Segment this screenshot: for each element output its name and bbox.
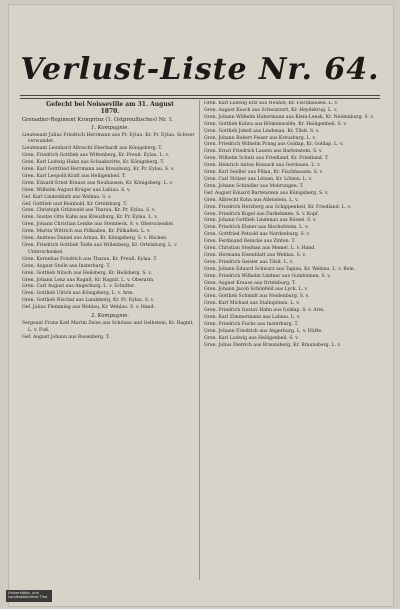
casualty-entry: Gren. Gottlieb Jokell aus Lindenau, Kr. Tilsit. S. v. bbox=[204, 128, 320, 134]
casualty-entry: Gren. Wilhelm Schulz aus Friedland, Kr. Friedland. T. bbox=[204, 156, 329, 162]
casualty-entry: Lieutenant Julius Friedrich Herrmann aus Pr. Eylau, Kr. Pr. Eylau. Schwer verwundet. bbox=[22, 132, 195, 145]
casualty-entry: Gren. Julius Dietrich aus Braunsberg, Kr. Braunsberg. L. v. bbox=[204, 342, 341, 348]
casualty-entry: Gren. Johann Gottlieb Lindenau aus Rössel. S. v. bbox=[204, 218, 317, 224]
casualty-entry: Gef. Karl Lindenblatt aus Wehlau. S. v. bbox=[22, 194, 112, 200]
casualty-entry: Gren. Friedrich Geisler aus Tilsit. L. v. bbox=[204, 259, 294, 265]
casualty-entry: Gren. Karl Ludwig aus Heiligenbeil. S. v. bbox=[204, 335, 299, 341]
casualty-entry: Gren. Karl Gottfried Herrmann aus Kreuzburg, Kr. Pr. Eylau. S. v. bbox=[22, 167, 175, 173]
casualty-entry: Gren. Friedrich Elsner aus Bischofstein. L. v. bbox=[204, 225, 309, 231]
casualty-entry: Gren. Karl Leopold Kraft aus Heiligenbeil. T. bbox=[22, 173, 126, 179]
casualty-entry: Gren. Johann Christian Lemke aus Steinbeck. S. v. Oberschenkel. bbox=[22, 222, 175, 228]
casualty-list-1 bbox=[22, 133, 198, 313]
casualty-entry: Gren. Christian Stephan aus Memel. L. v. Hand. bbox=[204, 246, 316, 252]
casualty-entry: Gren. Christoph Grünwald aus Tharau, Kr. Pr. Eylau. S. v. bbox=[22, 208, 156, 214]
casualty-entry: Gren. Gottlieb Nitsch aus Heilsberg, Kr. Heilsberg. S. v. bbox=[22, 270, 152, 276]
casualty-entry: Gren. Johann Eduard Schwarz aus Tapiau, Kr. Wehlau. L. v. Bein. bbox=[204, 266, 356, 272]
casualty-entry: Gren. Johann Robert Feiser aus Kreuzburg. L. v. bbox=[204, 135, 317, 141]
casualty-entry: Gren. Friedrich Herzberg aus Schippenbeil, Kr. Friedland. L. v. bbox=[204, 204, 352, 210]
casualty-list-continued bbox=[204, 101, 380, 350]
casualty-entry: Gren. Friedrich Wilhelm Prang aus Goldap, Kr. Goldap. L. v. bbox=[204, 142, 344, 148]
casualty-entry: Gren. Friedrich Wilhelm Lindner aus Gumbinnen. S. v. bbox=[204, 273, 331, 279]
regiment-heading: Grenadier-Regiment Kronprinz (1. Ostpreußisches) Nr. 1. bbox=[22, 117, 174, 123]
casualty-entry: Sergeant Franz Karl Martin Zeise aus Schönau und Gelbstein, Kr. Ragnit. L. v. Fuß. bbox=[22, 321, 194, 333]
column-divider bbox=[199, 100, 200, 580]
casualty-entry: Gren. Karl Seidler aus Pillau, Kr. Fischhausen. S. v. bbox=[204, 170, 324, 176]
casualty-entry: Gren. Carl August aus Angerburg. L. v. Schulter. bbox=[22, 284, 136, 290]
casualty-entry: Gren. August Stolle aus Insterburg. T. bbox=[22, 263, 111, 269]
casualty-entry: Gren. Martin Wittrich aus Pillkallen, Kr. Pillkallen. L. v. bbox=[22, 229, 151, 235]
casualty-entry: Gren. Gottlieb Ulrich aus Königsberg. L. v. Arm. bbox=[22, 291, 134, 297]
casualty-entry: Gef. August Eduard Bartenstein aus Königsberg. S. v. bbox=[204, 190, 329, 196]
company-heading-1: 1. Kompagnie. bbox=[91, 124, 129, 131]
casualty-entry: Gren. Gottfried Petzold aus Nordenburg. S. v. bbox=[204, 232, 311, 238]
casualty-entry: Gren. Eduard Ernst Krause aus Neuhausen, Kr. Königsberg. L. v. bbox=[22, 180, 173, 186]
casualty-entry: Gren. Friedrich Gottlieb Tolde aus Willenberg, Kr. Ortelsburg. L. v. Unterschenkel. bbox=[22, 243, 178, 255]
casualty-entry: Gren. Karl Ludwig Hahn aus Schaaksvitte, Kr. Königsberg. T. bbox=[22, 160, 165, 166]
casualty-entry: Gef. Gottlieb und Reinhold, Kr. Ortelsburg. T. bbox=[22, 201, 128, 207]
casualty-entry: Gren. August Kusch aus Schwarzort, Kr. Heydekrug. L. v. bbox=[204, 107, 338, 113]
title-rule-top bbox=[20, 95, 380, 96]
casualty-entry: Gren. Friedrich Gottlieb aus Wittenberg, Kr. Preuß. Eylau. L. v. bbox=[22, 153, 170, 159]
right-column bbox=[204, 101, 380, 579]
provenance-note: Universitäts- und Landesbibliothek Tirol bbox=[6, 590, 52, 602]
casualty-entry: Gren. Gottlieb Nischal aus Landsberg, Kr. Pr. Eylau. S. v. bbox=[22, 298, 155, 304]
casualty-entry: Gef. August Johann aus Rosenberg. T. bbox=[22, 334, 110, 340]
casualty-entry: Gren. Hermann Eisenblatt aus Wehlau. S. v. bbox=[204, 252, 307, 258]
casualty-entry: Gren. Kornelius Friedrich aus Tharau, Kr. Preuß. Eylau. T. bbox=[22, 256, 158, 262]
casualty-entry: Gren. Friedrich Gustav Hahn aus Goldap. S. v. Arm. bbox=[204, 308, 325, 314]
casualty-entry: Gren. Carl Stölzer aus Lötzen, Kr. Lötzen. L. v. bbox=[204, 176, 313, 182]
casualty-entry: Gren. Johann Lenz aus Ragnit, Kr. Ragnit. L. v. Oberarm. bbox=[22, 277, 155, 283]
casualty-entry: Gren. Johann Wilhelm Habermann aus Klein-Lensk, Kr. Neidenburg. S. v. bbox=[204, 114, 374, 120]
casualty-entry: Gren. Friedrich Kugel aus Darkehmen. S. v. Kopf. bbox=[204, 211, 319, 217]
left-column bbox=[22, 101, 198, 579]
company-heading-2: 2. Kompagnie. bbox=[91, 313, 129, 320]
casualty-entry: Gren. Gottlieb Kalwa aus Bönkenwalde, Kr. Heiligenbeil. S. v. bbox=[204, 121, 347, 127]
casualty-entry: Lieutenant Leonhard Albrecht Eberhardt aus Königsberg. T. bbox=[22, 146, 163, 152]
casualty-entry: Gren. August Krause aus Ortelsburg. T. bbox=[204, 280, 296, 286]
casualty-entry: Gren. Gustav Otto Kahn aus Kreuzburg, Kr. Pr. Eylau. L. v. bbox=[22, 215, 158, 221]
casualty-entry: Gren. Heinrich Anton Kossack aus Gerdauen. L. v. bbox=[204, 163, 321, 169]
casualty-entry: Gren. Ferdinand Reincke aus Zinten. T. bbox=[204, 239, 296, 245]
casualty-entry: Gren. Andreas Daniel aus Arnau, Kr. Königsberg. S. v. Rücken. bbox=[22, 236, 168, 242]
casualty-entry: Gren. Karl Ludwig Eltz aus Neuhof, Kr. Fischhausen. L. v. bbox=[204, 101, 339, 106]
casualty-entry: Gren. Johann Jacob Schönfeld aus Lyck. L. v. bbox=[204, 287, 308, 293]
casualty-entry: Gren. Wilhelm August Krüger aus Labiau. S. v. bbox=[22, 187, 131, 193]
casualty-entry: Gren. Ernst Friedrich Lassen aus Bartenstein. S. v. bbox=[204, 149, 323, 155]
casualty-entry: Gren. Gottlieb Schmidt aus Neidenburg. S. v. bbox=[204, 294, 310, 300]
casualty-entry: Gren. Karl Michael aus Stallupönen. L. v. bbox=[204, 301, 300, 307]
casualty-entry: Gren. Karl Zimmermann aus Labiau. L. v. bbox=[204, 315, 301, 321]
casualty-entry: Gren. Albrecht Kohn aus Allenstein. L. v. bbox=[204, 197, 299, 203]
battle-heading: Gefecht bei Noisseville am 31. August bbox=[46, 101, 174, 108]
casualty-entry: Gef. Julius Flemming aus Wehlau, Kr. Wehlau. S. v. Hand. bbox=[22, 305, 156, 311]
casualty-entry: Gren. Friedrich Fuchs aus Insterburg. T. bbox=[204, 322, 299, 327]
casualty-list-2 bbox=[22, 321, 198, 342]
battle-year: 1870. bbox=[100, 108, 120, 115]
page-title: Verlust-Liste Nr. 64. bbox=[20, 52, 380, 87]
title-rule-bottom bbox=[20, 98, 380, 99]
casualty-entry: Gren. Johann Friedrich aus Angerburg. L. v. Hüfte. bbox=[204, 328, 323, 334]
casualty-entry: Gren. Johann Schindler aus Mohrungen. T. bbox=[204, 183, 304, 189]
